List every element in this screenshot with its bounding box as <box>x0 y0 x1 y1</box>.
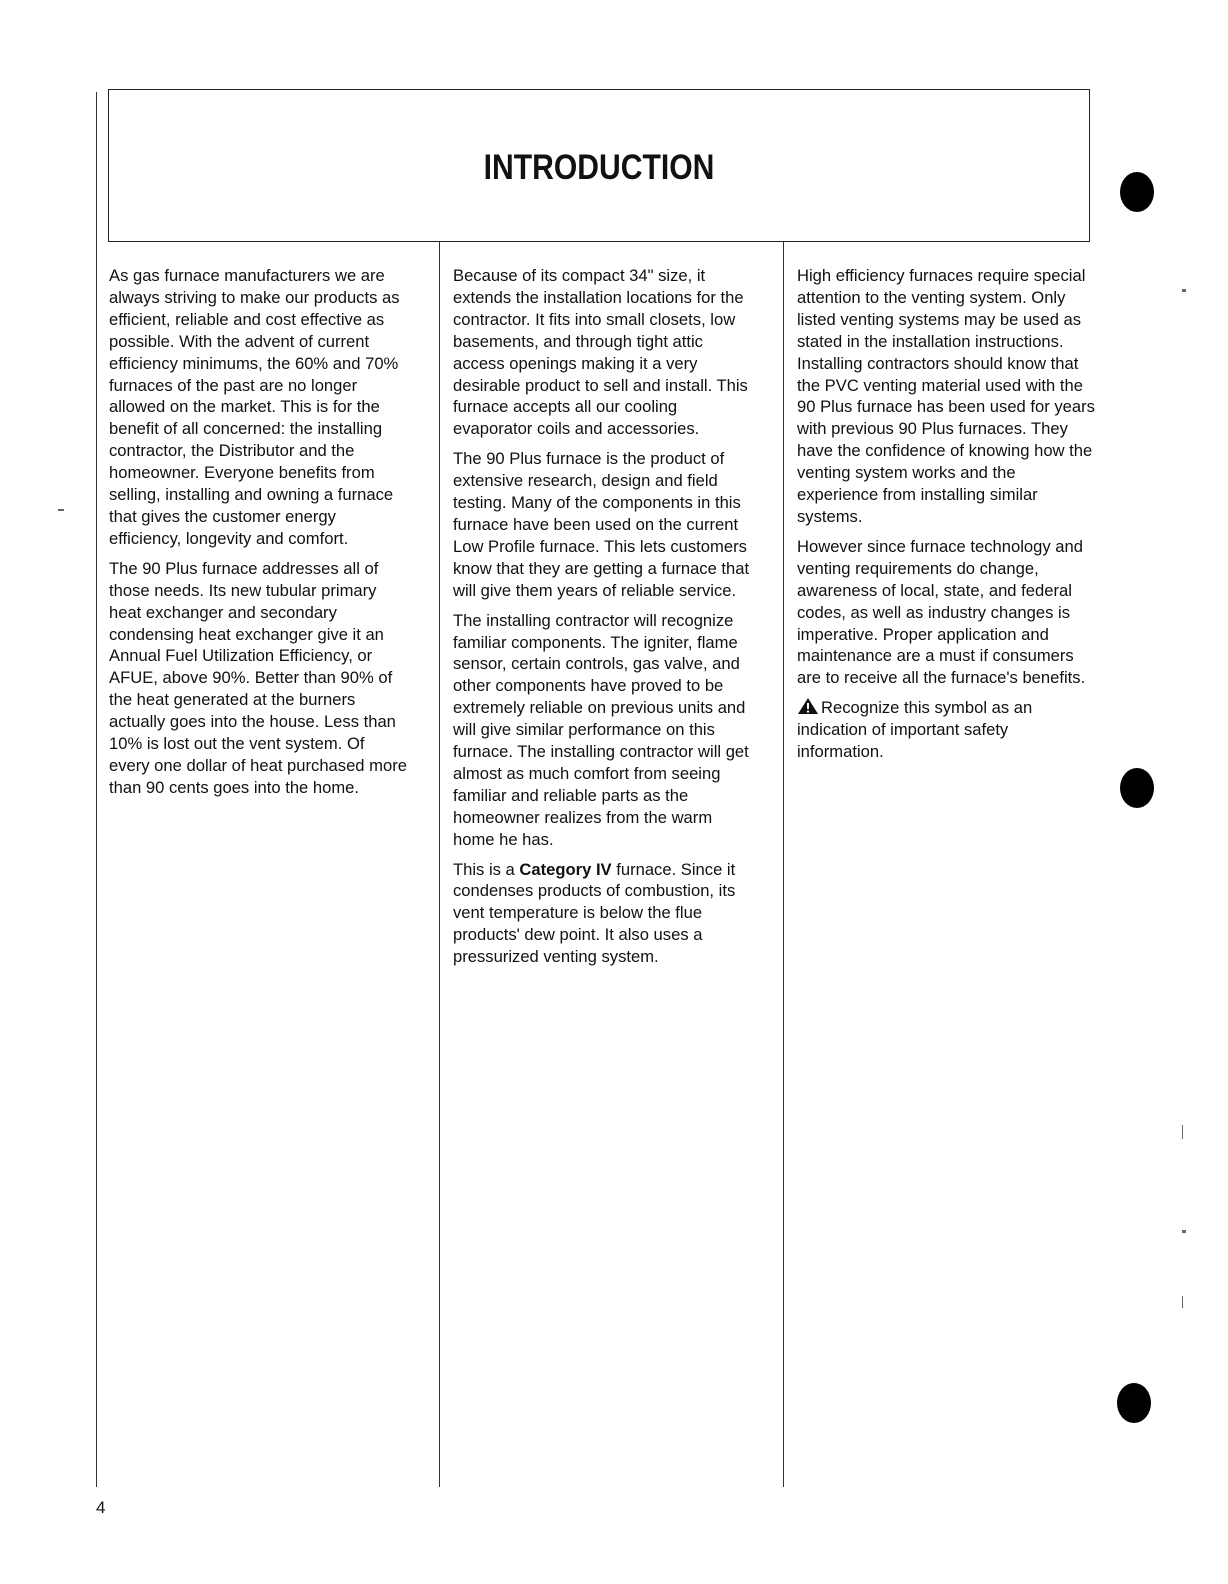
left-margin-rule <box>96 92 97 1487</box>
column-1 <box>109 265 409 807</box>
paragraph-category <box>453 859 753 969</box>
punch-hole-top <box>1120 172 1154 212</box>
paragraph: High efficiency furnaces require special attention to the venting system. Only listed venting systems may be used as stated in the installation instructions. Installing contractors should know that the PVC venting material used with the 90 Plus furnace has been used for years with previous 90 Plus furnaces. They have the confidence of knowing how the venting system works and the experience from installing similar systems. <box>797 266 1095 526</box>
paragraph: As gas furnace manufacturers we are always striving to make our products as efficient, reliable and cost effective as possible. With the advent of current efficiency minimums, the 60% and 70% furnaces of the past are no longer allowed on the market. This is for the benefit of all concerned: the installing contractor, the Distributor and the homeowner. Everyone benefits from selling, installing and owning a furnace that gives the customer energy efficiency, longevity and comfort. <box>109 266 400 548</box>
paragraph: However since furnace technology and venting requirements do change, awareness of local, state, and federal codes, as well as industry changes is imperative. Proper application and maintenance are a must if consumers are to receive all the furnace's benefits. <box>797 536 1086 688</box>
text-run: This is a <box>453 859 520 879</box>
text-run: furnace. Since it condenses products of combustion, its vent temperature is below the flue products' dew point. It also uses a pressurized venting system. <box>453 859 736 967</box>
paragraph: Because of its compact 34" size, it extends the installation locations for the contractor. It fits into small closets, low basements, and through tight attic access openings making it a very desirable product to sell and install. This furnace accepts all our cooling evaporator coils and accessories. <box>453 266 748 439</box>
warning-triangle-icon <box>797 697 819 715</box>
paragraph: The installing contractor will recognize familiar components. The igniter, flame sensor, certain controls, gas valve, and other components have proved to be extremely reliable on previous units and will give similar performance on this furnace. The installing contractor will get almost as much comfort from seeing familiar and reliable parts as the homeowner realizes from the warm home he has. <box>453 610 749 849</box>
scan-speck <box>1182 289 1186 292</box>
punch-hole-bottom <box>1117 1383 1151 1423</box>
page-title: INTRODUCTION <box>483 148 715 187</box>
scan-speck <box>1182 1296 1183 1308</box>
paragraph: The 90 Plus furnace is the product of extensive research, design and field testing. Many of the components in this furnace have been used on the current Low Profile furnace. This lets customers know that they are getting a furnace that will give them years of reliable service. <box>453 449 750 600</box>
column-divider-2 <box>783 242 784 1487</box>
title-box <box>108 89 1090 242</box>
scan-speck <box>1182 1125 1183 1139</box>
punch-hole-middle <box>1120 768 1154 808</box>
paragraph: The 90 Plus furnace addresses all of those needs. Its new tubular primary heat exchanger and secondary condensing heat exchanger give it an Annual Fuel Utilization Efficiency, or AFUE, above 90%. Better than 90% of the heat generated at the burners actually goes into the house. Less than 10% is lost out the vent system. Of every one dollar of heat purchased more than 90 cents goes into the home. <box>109 558 407 797</box>
scan-speck <box>1182 1230 1186 1233</box>
column-2 <box>453 265 753 976</box>
paragraph-safety <box>797 697 1097 763</box>
scan-speck <box>58 509 64 511</box>
page-number: 4 <box>96 1498 106 1517</box>
category-emphasis: Category IV <box>519 859 612 879</box>
column-3 <box>797 265 1097 771</box>
safety-text: Recognize this symbol as an indication of important safety information. <box>797 698 1033 762</box>
column-divider-1 <box>439 242 440 1487</box>
